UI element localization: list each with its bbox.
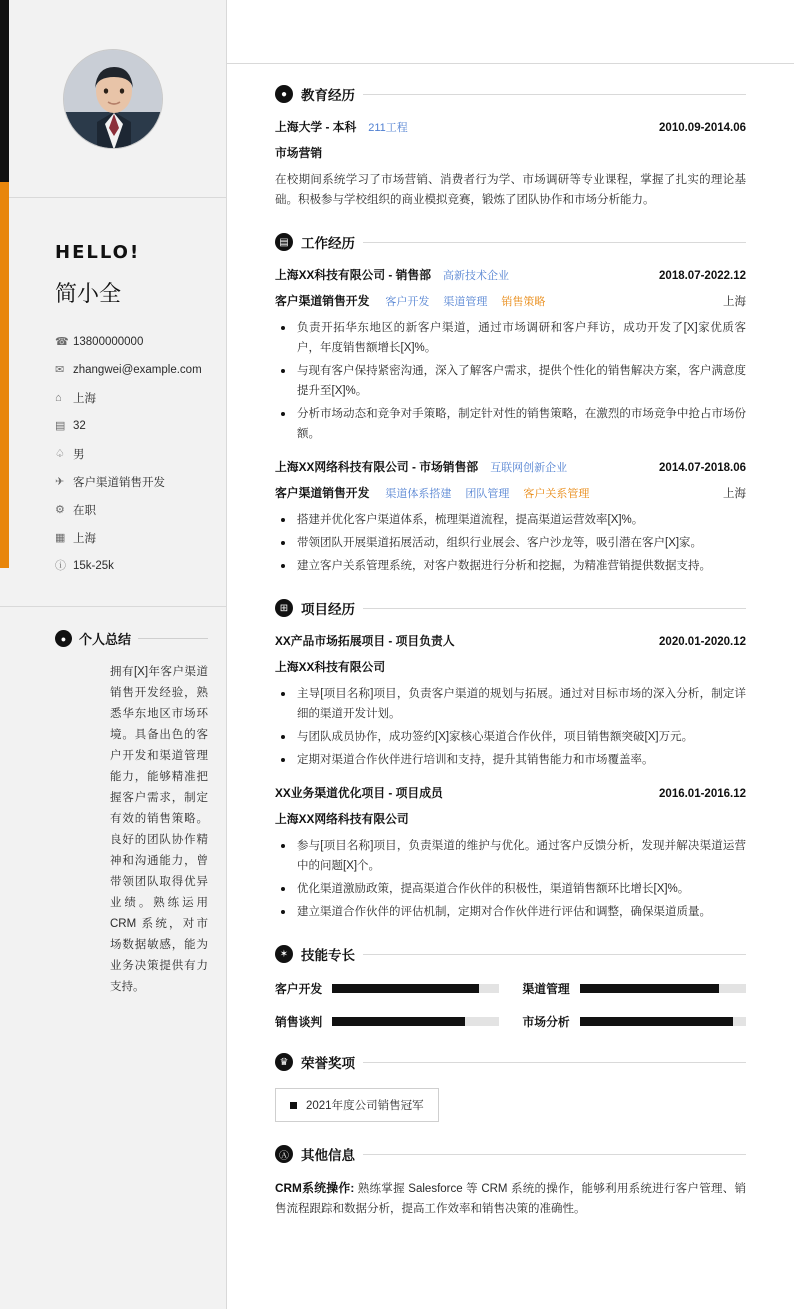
skill-label: 销售谈判	[275, 1015, 323, 1029]
person-icon: ●	[55, 630, 72, 647]
bullet: 负责开拓华东地区的新客户渠道，通过市场调研和客户拜访，成功开发了[X]家优质客户，年度销售额增长[X]%。	[275, 318, 746, 358]
sidebar-divider	[0, 606, 226, 607]
summary-section-header	[55, 629, 226, 648]
contact-item-location	[55, 384, 226, 412]
contact-value: 男	[73, 449, 85, 461]
skill-chip: 客户关系管理	[523, 488, 590, 500]
section-work-title: 工作经历	[301, 236, 355, 251]
divider	[363, 242, 746, 243]
education-description: 在校期间系统学习了市场营销、消费者行为学、市场调研等专业课程，掌握了扎实的理论基础。积极参与学校组织的商业模拟竞赛，锻炼了团队协作和市场分析能力。	[275, 174, 746, 206]
trophy-icon: ♛	[275, 1053, 293, 1071]
briefcase-icon: ▤	[275, 233, 293, 251]
education-tag: 211工程	[368, 122, 408, 134]
contact-value: 15k-25k	[73, 560, 114, 572]
skill-label: 渠道管理	[522, 982, 570, 996]
target-job-icon: ✈	[55, 475, 65, 488]
work-role: 客户渠道销售开发	[275, 294, 370, 308]
divider	[363, 1154, 746, 1155]
section-honors-title: 荣誉奖项	[301, 1056, 355, 1071]
bullet: 带领团队开展渠道拓展活动，组织行业展会、客户沙龙等，吸引潜在客户[X]家。	[275, 533, 746, 553]
skill-chip: 渠道管理	[443, 296, 488, 308]
bullet: 与现有客户保持紧密沟通，深入了解客户需求，提供个性化的销售解决方案，客户满意度提升至[X]%。	[275, 361, 746, 401]
section-projects-header	[275, 598, 746, 618]
age-icon: ▤	[55, 419, 66, 432]
skill-bar	[580, 1017, 746, 1026]
accent-bar-dark	[0, 0, 9, 182]
main-content	[227, 0, 794, 1309]
contact-value: zhangwei@example.com	[73, 364, 202, 376]
summary-section	[0, 629, 226, 998]
contact-list	[55, 328, 226, 580]
divider	[363, 608, 746, 609]
section-projects-title: 项目经历	[301, 602, 355, 617]
skill-bar	[332, 984, 498, 993]
section-education	[275, 84, 746, 210]
work-location: 上海	[723, 488, 746, 500]
salary-icon: ⓘ	[55, 559, 66, 572]
work-company-tag: 互联网创新企业	[490, 462, 568, 474]
contact-item-salary	[55, 552, 226, 580]
info-icon: Ⓐ	[275, 1145, 293, 1163]
grid-icon: ⊞	[275, 599, 293, 617]
skill-chip: 团队管理	[465, 488, 510, 500]
work-bullets	[275, 318, 746, 444]
project-entry	[275, 632, 746, 770]
square-bullet-icon	[290, 1102, 297, 1109]
work-company: 上海XX网络科技有限公司 - 市场销售部	[275, 460, 479, 474]
skill-chip: 渠道体系搭建	[385, 488, 452, 500]
work-entry	[275, 266, 746, 444]
section-skills-header	[275, 944, 746, 964]
education-entry	[275, 118, 746, 210]
project-company: 上海XX科技有限公司	[275, 660, 386, 674]
contact-value: 上海	[73, 393, 96, 405]
section-skills	[275, 944, 746, 1030]
work-role: 客户渠道销售开发	[275, 486, 370, 500]
work-skill-chips	[385, 485, 589, 501]
other-info	[275, 1178, 746, 1219]
bullet: 定期对渠道合作伙伴进行培训和支持，提升其销售能力和市场覆盖率。	[275, 750, 746, 770]
star-icon: ✶	[275, 945, 293, 963]
honors-list	[275, 1088, 746, 1122]
avatar-portrait-icon	[64, 50, 163, 149]
education-major: 市场营销	[275, 146, 323, 160]
skill-item	[523, 1013, 747, 1030]
divider	[138, 638, 208, 639]
skill-chip: 客户开发	[385, 296, 430, 308]
work-date: 2014.07-2018.06	[659, 462, 746, 474]
honor-label: 2021年度公司销售冠军	[306, 1100, 424, 1112]
skill-label: 客户开发	[275, 982, 323, 996]
bullet: 建立客户关系管理系统，对客户数据进行分析和挖掘，为精准营销提供数据支持。	[275, 556, 746, 576]
project-bullets	[275, 836, 746, 922]
main-header-rule	[227, 0, 794, 64]
skill-bar-fill	[332, 984, 478, 993]
contact-item-phone	[55, 328, 226, 356]
project-title: XX产品市场拓展项目 - 项目负责人	[275, 634, 455, 648]
section-education-header	[275, 84, 746, 104]
skill-bar	[580, 984, 746, 993]
project-entry	[275, 784, 746, 922]
section-skills-title: 技能专长	[301, 948, 355, 963]
bullet: 优化渠道激励政策，提高渠道合作伙伴的积极性，渠道销售额环比增长[X]%。	[275, 879, 746, 899]
summary-section-title: 个人总结	[79, 632, 132, 647]
skill-bar-fill	[580, 984, 720, 993]
avatar	[63, 49, 163, 149]
sidebar	[0, 0, 227, 1309]
work-company-tag: 高新技术企业	[443, 270, 509, 282]
work-company: 上海XX科技有限公司 - 销售部	[275, 268, 431, 282]
candidate-name: 简小全	[55, 281, 122, 306]
skill-label: 市场分析	[522, 1015, 570, 1029]
section-other-header	[275, 1144, 746, 1164]
graduation-cap-icon: ●	[275, 85, 293, 103]
work-entry	[275, 458, 746, 576]
section-projects	[275, 598, 746, 922]
skill-bar-fill	[580, 1017, 733, 1026]
divider	[363, 94, 746, 95]
skill-item	[275, 980, 499, 997]
summary-text: 拥有[X]年客户渠道销售开发经验，熟悉华东地区市场环境。具备出色的客户开发和渠道管理能力，能够精准把握客户需求，制定有效的销售策略。良好的团队协作精神和沟通能力，曾带领团队取得优异业绩。熟练运用 CRM 系统，对市场数据敏感，能为业务决策提供有力支持。	[110, 666, 208, 993]
gender-icon: ♤	[55, 447, 65, 460]
education-date: 2010.09-2014.06	[659, 122, 746, 134]
bullet: 搭建并优化客户渠道体系，梳理渠道流程，提高渠道运营效率[X]%。	[275, 510, 746, 530]
contact-value: 上海	[73, 533, 96, 545]
contact-item-gender	[55, 440, 226, 468]
divider	[363, 1062, 746, 1063]
section-honors	[275, 1052, 746, 1122]
contact-value: 在职	[73, 505, 96, 517]
divider	[363, 954, 746, 955]
project-date: 2020.01-2020.12	[659, 636, 746, 648]
skills-grid	[275, 980, 746, 1030]
contact-item-status	[55, 496, 226, 524]
skill-item	[275, 1013, 499, 1030]
work-bullets	[275, 510, 746, 576]
bullet: 建立渠道合作伙伴的评估机制，定期对合作伙伴进行评估和调整，确保渠道质量。	[275, 902, 746, 922]
city-icon: ▦	[55, 531, 66, 544]
project-bullets	[275, 684, 746, 770]
work-skill-chips	[385, 293, 545, 309]
project-date: 2016.01-2016.12	[659, 788, 746, 800]
hello-label: HELLO!	[55, 242, 141, 263]
bullet: 与团队成员协作，成功签约[X]家核心渠道合作伙伴，项目销售额突破[X]万元。	[275, 727, 746, 747]
work-date: 2018.07-2022.12	[659, 270, 746, 282]
skill-bar-fill	[332, 1017, 465, 1026]
section-work	[275, 232, 746, 576]
section-work-header	[275, 232, 746, 252]
status-icon: ⚙	[55, 503, 65, 516]
section-other-title: 其他信息	[301, 1148, 355, 1163]
education-school: 上海大学 - 本科	[275, 120, 357, 134]
mail-icon: ✉	[55, 363, 65, 376]
phone-icon: ☎	[55, 335, 69, 348]
photo-block	[0, 0, 226, 198]
bullet: 参与[项目名称]项目，负责渠道的维护与优化。通过客户反馈分析，发现并解决渠道运营中的问题[X]个。	[275, 836, 746, 876]
contact-value: 13800000000	[73, 336, 144, 348]
section-education-title: 教育经历	[301, 88, 355, 103]
skill-item	[523, 980, 747, 997]
other-value: 熟练掌握 Salesforce 等 CRM 系统的操作，能够利用系统进行客户管理、销售流程跟踪和数据分析，提高工作效率和销售决策的准确性。	[275, 1183, 746, 1215]
other-label: CRM系统操作:	[275, 1181, 355, 1195]
work-location: 上海	[723, 296, 746, 308]
skill-chip: 销售策略	[501, 296, 546, 308]
bullet: 分析市场动态和竞争对手策略，制定针对性的销售策略，在激烈的市场竞争中抢占市场份额。	[275, 404, 746, 444]
skill-bar	[332, 1017, 498, 1026]
bullet: 主导[项目名称]项目，负责客户渠道的规划与拓展。通过对目标市场的深入分析，制定详细的渠道开发计划。	[275, 684, 746, 724]
section-honors-header	[275, 1052, 746, 1072]
other-paragraph	[275, 1178, 746, 1219]
contact-item-target-job	[55, 468, 226, 496]
project-title: XX业务渠道优化项目 - 项目成员	[275, 786, 443, 800]
project-company: 上海XX网络科技有限公司	[275, 812, 409, 826]
contact-value: 32	[73, 420, 86, 432]
location-icon: ⌂	[55, 391, 62, 404]
honor-item	[275, 1088, 439, 1122]
contact-item-city	[55, 524, 226, 552]
contact-item-email	[55, 356, 226, 384]
section-other	[275, 1144, 746, 1219]
contact-item-age	[55, 412, 226, 440]
contact-value: 客户渠道销售开发	[73, 477, 165, 489]
